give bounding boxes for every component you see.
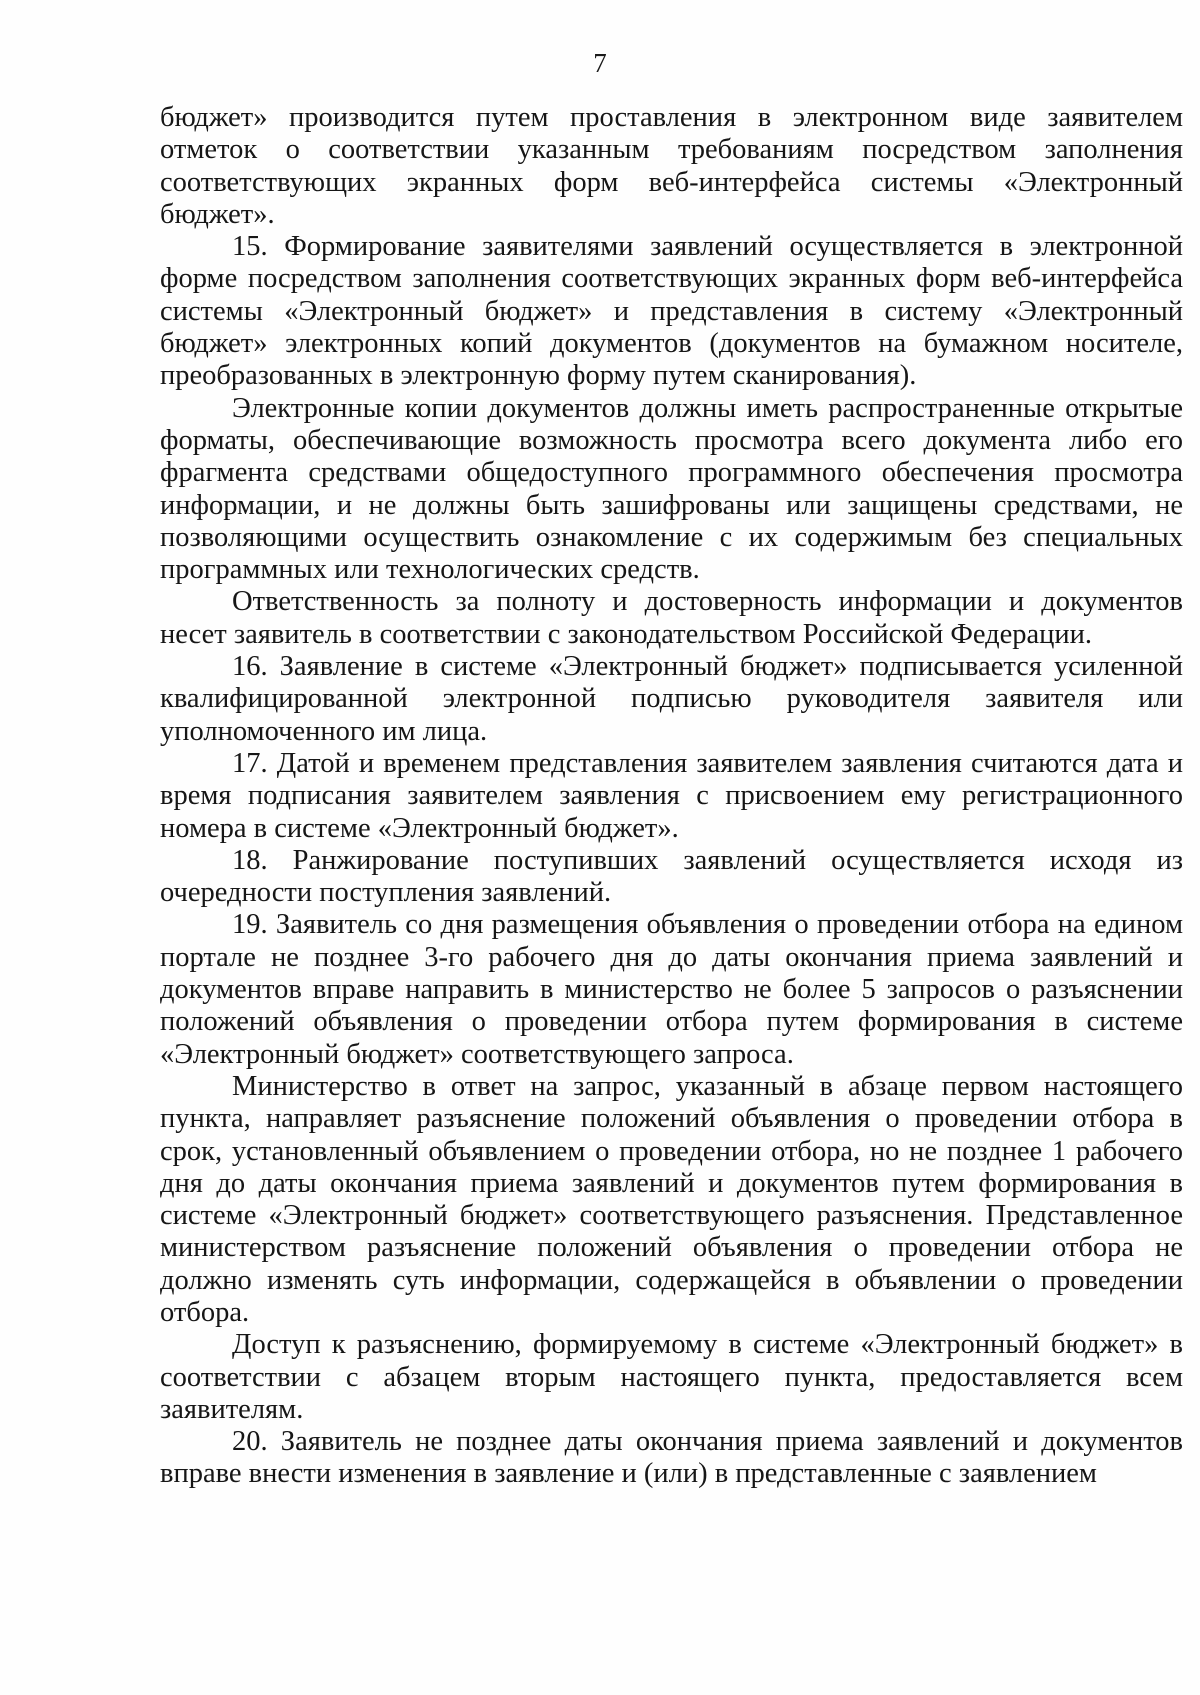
paragraph-item-18: 18. Ранжирование поступивших заявлений осуществляется исходя из очередности поступления заявлений. <box>160 844 1183 909</box>
paragraph-ministry-reply: Министерство в ответ на запрос, указанный в абзаце первом настоящего пункта, направляет разъяснение положений объявления о проведении отбора в срок, установленный объявлением о проведении отбора, но не позднее 1 рабочего дня до даты окончания приема заявлений и документов путем формирования в системе «Электронный бюджет» соответствующего разъяснения. Представленное министерством разъяснение положений объявления о проведении отбора не должно изменять суть информации, содержащейся в объявлении о проведении отбора. <box>160 1070 1183 1328</box>
paragraph-responsibility: Ответственность за полноту и достоверность информации и документов несет заявитель в соответствии с законодательством Российской Федерации. <box>160 586 1183 650</box>
paragraph-item-15: 15. Формирование заявителями заявлений осуществляется в электронной форме посредством заполнения соответствующих экранных форм веб-интерфейса системы «Электронный бюджет» и представления в систему «Электронный бюджет» электронных копий документов (документов на бумажном носителе, преобразованных в электронную форму путем сканирования). <box>160 231 1183 392</box>
paragraph-electronic-copies: Электронные копии документов должны иметь распространенные открытые форматы, обеспечивающие возможность просмотра всего документа либо его фрагмента средствами общедоступного программного обеспечения просмотра информации, и не должны быть зашифрованы или защищены средствами, не позволяющими осуществить ознакомление с их содержимым без специальных программных или технологических средств. <box>160 392 1183 586</box>
paragraph-item-19: 19. Заявитель со дня размещения объявления о проведении отбора на едином портале не позднее 3-го рабочего дня до даты окончания приема заявлений и документов вправе направить в министерство не более 5 запросов о разъяснении положений объявления о проведении отбора путем формирования в системе «Электронный бюджет» соответствующего запроса. <box>160 909 1183 1070</box>
paragraph-access: Доступ к разъяснению, формируемому в системе «Электронный бюджет» в соответствии с абзацем вторым настоящего пункта, предоставляется всем заявителям. <box>160 1329 1183 1425</box>
paragraph-item-20: 20. Заявитель не позднее даты окончания приема заявлений и документов вправе внести изменения в заявление и (или) в представленные с заявлением <box>160 1426 1183 1490</box>
paragraph-continuation: бюджет» производится путем проставления в электронном виде заявителем отметок о соответствии указанным требованиям посредством заполнения соответствующих экранных форм веб-интерфейса системы «Электронный бюджет». <box>160 102 1183 230</box>
document-body <box>160 102 1183 1491</box>
paragraph-item-17: 17. Датой и временем представления заявителем заявления считаются дата и время подписания заявителем заявления с присвоением ему регистрационного номера в системе «Электронный бюджет». <box>160 747 1183 844</box>
page-number: 7 <box>593 48 607 78</box>
paragraph-item-16: 16. Заявление в системе «Электронный бюджет» подписывается усиленной квалифицированной электронной подписью руководителя заявителя или уполномоченного им лица. <box>160 651 1183 747</box>
